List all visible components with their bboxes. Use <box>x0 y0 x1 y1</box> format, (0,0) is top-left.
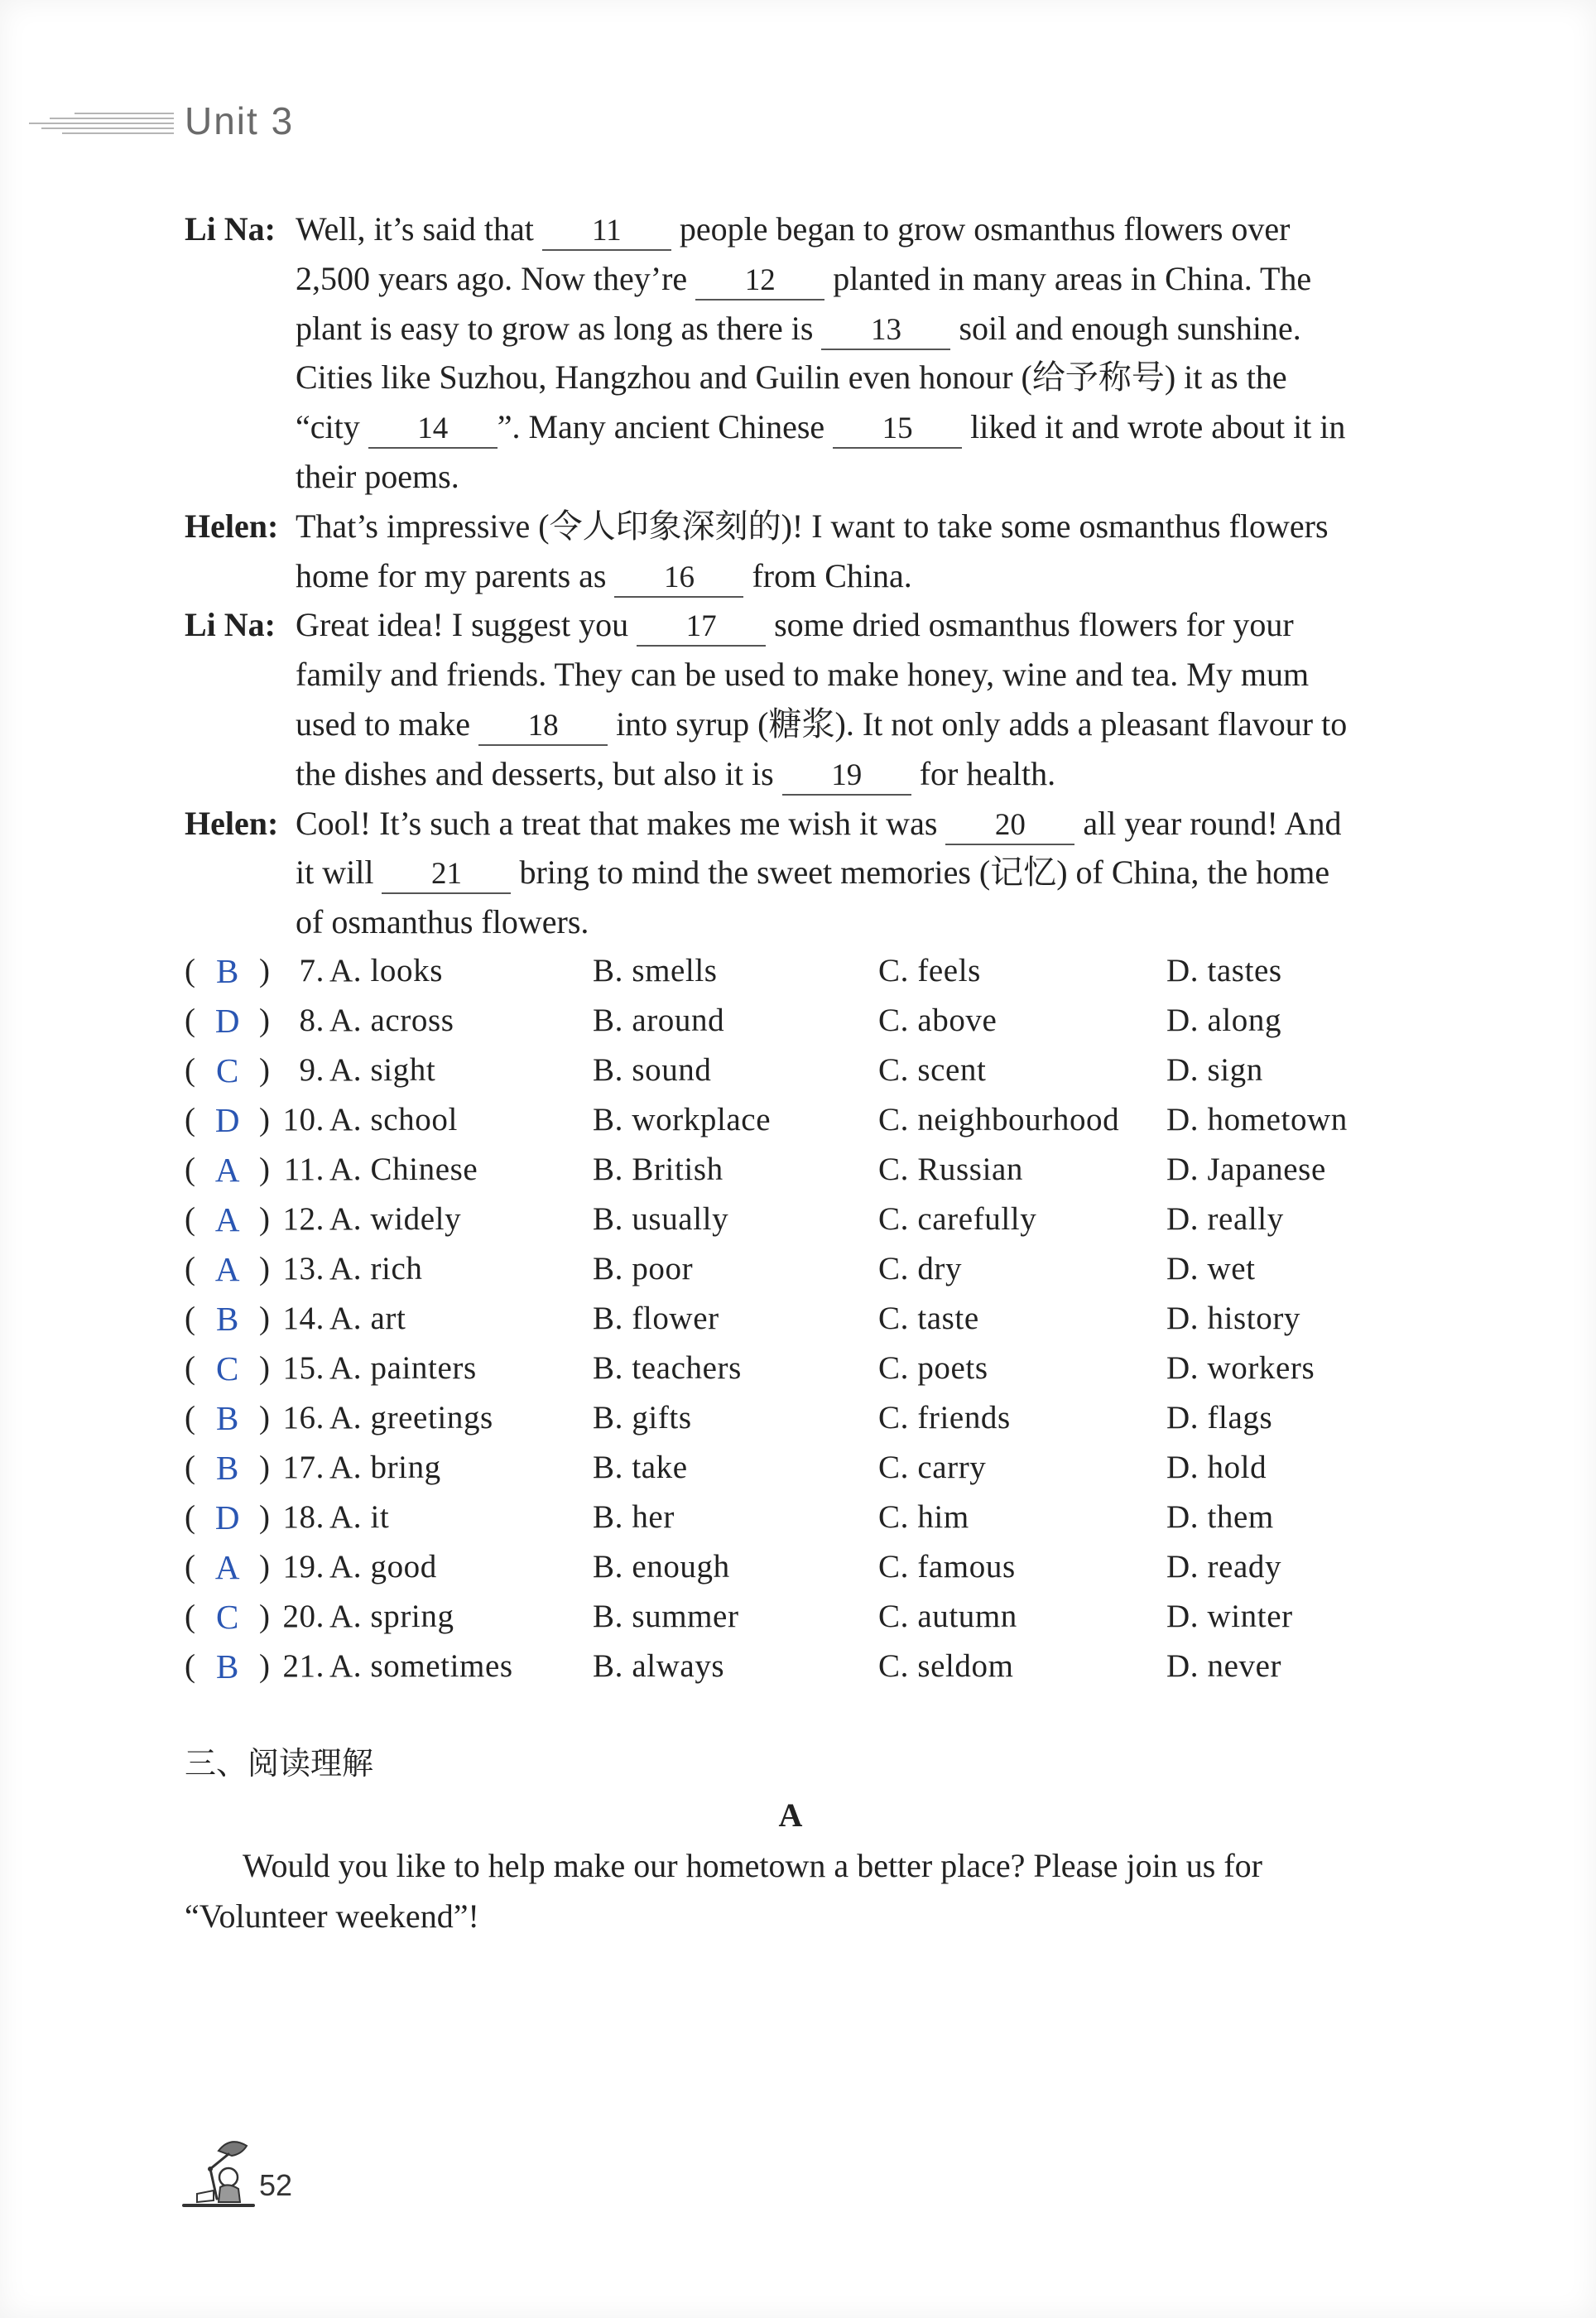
question-number: 13. <box>282 1251 324 1286</box>
dialogue-line <box>0 254 1596 304</box>
answer-letter: C <box>216 1051 239 1089</box>
question-number: 9. <box>299 1052 324 1088</box>
question-number: 16. <box>282 1400 324 1436</box>
dialogue-text-segment: it will <box>296 854 382 892</box>
option-d: D. along <box>1166 1003 1282 1038</box>
option-c: C. feels <box>878 953 981 988</box>
question-row <box>0 1592 1596 1642</box>
blank-18: 18 <box>478 708 608 746</box>
dialogue-text <box>296 204 1290 254</box>
answer-letter: D <box>214 1498 241 1537</box>
answer-bracket-close: ) <box>259 1152 271 1187</box>
option-d: D. really <box>1166 1201 1284 1237</box>
blank-15: 15 <box>833 411 962 449</box>
option-b: B. poor <box>593 1251 694 1286</box>
answer-letter: A <box>214 1548 241 1586</box>
header-decoration-lines <box>25 111 174 139</box>
dialogue-text <box>296 452 459 502</box>
dialogue-text-segment: family and friends. They can be used to make honey, wine and tea. My mum <box>296 656 1310 694</box>
question-row <box>0 1443 1596 1493</box>
unit-title: Unit 3 <box>185 99 295 142</box>
dialogue-line <box>0 402 1596 452</box>
dialogue-text-segment: That’s impressive (令人印象深刻的)! I want to take some osmanthus flowers <box>296 507 1329 545</box>
answer-bracket-open: ( <box>185 1599 196 1634</box>
option-d: D. history <box>1166 1301 1300 1336</box>
answer-bracket-close: ) <box>259 1102 271 1137</box>
question-row <box>0 996 1596 1046</box>
option-a: A. good <box>329 1549 437 1585</box>
dialogue-text-segment: liked it and wrote about it in <box>962 408 1346 446</box>
answer-bracket-close: ) <box>259 1201 271 1237</box>
section-title: 三、阅读理解 <box>185 1747 374 1782</box>
dialogue-text-segment: Cool! It’s such a treat that makes me wish it was <box>296 804 946 842</box>
answer-bracket-close: ) <box>259 1648 271 1684</box>
lamp-reader-icon <box>180 2133 257 2212</box>
option-a: A. sometimes <box>329 1648 513 1684</box>
dialogue-text <box>296 551 912 601</box>
dialogue-text-segment: home for my parents as <box>296 556 615 594</box>
speaker-label: Li Na: <box>185 210 276 248</box>
answer-bracket-open: ( <box>185 1251 196 1286</box>
answer-letter: A <box>214 1151 241 1189</box>
question-row <box>0 1642 1596 1691</box>
option-c: C. autumn <box>878 1599 1017 1634</box>
blank-17: 17 <box>637 608 766 647</box>
dialogue-line <box>0 204 1596 254</box>
dialogue-text-segment: of osmanthus flowers. <box>296 903 589 941</box>
question-number: 7. <box>299 953 324 988</box>
dialogue-text-segment: from China. <box>743 556 912 594</box>
question-number: 17. <box>282 1450 324 1485</box>
dialogue-line <box>0 353 1596 402</box>
answer-letter: D <box>214 1002 241 1040</box>
dialogue-text <box>296 600 1294 650</box>
speaker-label: Helen: <box>185 804 279 842</box>
answer-bracket-close: ) <box>259 1251 271 1286</box>
option-d: D. wet <box>1166 1251 1256 1286</box>
question-row <box>0 1493 1596 1542</box>
answer-bracket-open: ( <box>185 1400 196 1436</box>
answer-bracket-open: ( <box>185 1350 196 1386</box>
answer-bracket-open: ( <box>185 1301 196 1336</box>
dialogue-line <box>0 799 1596 849</box>
passage-intro-line: Would you like to help make our hometown a better place? Please join us for <box>243 1847 1262 1884</box>
dialogue-text-segment: planted in many areas in China. The <box>824 259 1312 297</box>
option-b: B. smells <box>593 953 718 988</box>
blank-13: 13 <box>821 312 950 350</box>
answer-bracket-open: ( <box>185 1052 196 1088</box>
answer-bracket-close: ) <box>259 1350 271 1386</box>
blank-21: 21 <box>382 856 511 894</box>
option-c: C. him <box>878 1499 969 1535</box>
option-c: C. scent <box>878 1052 987 1088</box>
answer-bracket-close: ) <box>259 1301 271 1336</box>
option-b: B. around <box>593 1003 725 1038</box>
option-a: A. across <box>329 1003 454 1038</box>
dialogue-text <box>296 502 1329 551</box>
question-row <box>0 946 1596 996</box>
option-a: A. spring <box>329 1599 454 1634</box>
option-b: B. sound <box>593 1052 712 1088</box>
question-row <box>0 1145 1596 1195</box>
question-row <box>0 1095 1596 1145</box>
passage-intro-line: “Volunteer weekend”! <box>185 1897 479 1935</box>
question-number: 21. <box>282 1648 324 1684</box>
answer-bracket-close: ) <box>259 1052 271 1088</box>
answer-bracket-open: ( <box>185 1152 196 1187</box>
option-c: C. above <box>878 1003 997 1038</box>
blank-14: 14 <box>368 411 498 449</box>
question-number: 12. <box>282 1201 324 1237</box>
dialogue-text <box>296 700 1347 749</box>
option-d: D. workers <box>1166 1350 1315 1386</box>
option-a: A. looks <box>329 953 443 988</box>
dialogue-text-segment: soil and enough sunshine. <box>950 309 1301 347</box>
question-number: 14. <box>282 1301 324 1336</box>
option-a: A. sight <box>329 1052 436 1088</box>
option-a: A. Chinese <box>329 1152 478 1187</box>
option-a: A. painters <box>329 1350 477 1386</box>
option-a: A. greetings <box>329 1400 493 1436</box>
answer-letter: B <box>216 952 239 990</box>
option-d: D. sign <box>1166 1052 1263 1088</box>
option-b: B. British <box>593 1152 723 1187</box>
answer-letter: B <box>216 1647 239 1686</box>
option-d: D. hometown <box>1166 1102 1348 1137</box>
dialogue-text-segment: some dried osmanthus flowers for your <box>766 606 1294 644</box>
option-c: C. dry <box>878 1251 963 1286</box>
blank-16: 16 <box>614 560 743 598</box>
dialogue-line <box>0 600 1596 650</box>
dialogue-text <box>296 254 1311 304</box>
answer-bracket-close: ) <box>259 1499 271 1535</box>
dialogue-text-segment: bring to mind the sweet memories (记忆) of China, the home <box>511 854 1330 892</box>
question-row <box>0 1393 1596 1443</box>
option-b: B. summer <box>593 1599 739 1634</box>
option-a: A. school <box>329 1102 458 1137</box>
option-d: D. them <box>1166 1499 1274 1535</box>
option-d: D. ready <box>1166 1549 1282 1585</box>
dialogue-text-segment: 2,500 years ago. Now they’re <box>296 259 696 297</box>
answer-letter: C <box>216 1598 239 1636</box>
option-c: C. carefully <box>878 1201 1037 1237</box>
dialogue-line <box>0 551 1596 601</box>
dialogue-text <box>296 749 1055 799</box>
question-number: 18. <box>282 1499 324 1535</box>
answer-bracket-close: ) <box>259 1549 271 1585</box>
dialogue-text-segment: their poems. <box>296 458 459 495</box>
answer-bracket-open: ( <box>185 1201 196 1237</box>
dialogue-text-segment: Well, it’s said that <box>296 210 542 248</box>
dialogue-line <box>0 749 1596 799</box>
question-row <box>0 1195 1596 1244</box>
answer-bracket-close: ) <box>259 1450 271 1485</box>
answer-bracket-open: ( <box>185 1648 196 1684</box>
option-c: C. poets <box>878 1350 988 1386</box>
speaker-label: Li Na: <box>185 606 276 644</box>
option-c: C. famous <box>878 1549 1016 1585</box>
answer-bracket-open: ( <box>185 1499 196 1535</box>
question-number: 15. <box>282 1350 324 1386</box>
question-row <box>0 1294 1596 1344</box>
option-c: C. seldom <box>878 1648 1014 1684</box>
option-c: C. carry <box>878 1450 987 1485</box>
option-c: C. neighbourhood <box>878 1102 1120 1137</box>
answer-bracket-close: ) <box>259 1599 271 1634</box>
answer-bracket-close: ) <box>259 1003 271 1038</box>
answer-bracket-open: ( <box>185 1549 196 1585</box>
dialogue-text <box>296 897 589 947</box>
answer-letter: A <box>214 1200 241 1238</box>
option-b: B. gifts <box>593 1400 692 1436</box>
dialogue-text <box>296 848 1329 897</box>
blank-11: 11 <box>542 213 671 251</box>
option-b: B. enough <box>593 1549 730 1585</box>
option-d: D. Japanese <box>1166 1152 1326 1187</box>
option-b: B. always <box>593 1648 725 1684</box>
answer-letter: B <box>216 1300 239 1338</box>
option-a: A. it <box>329 1499 390 1535</box>
dialogue-text-segment: people began to grow osmanthus flowers over <box>671 210 1291 248</box>
dialogue-line <box>0 848 1596 897</box>
option-a: A. art <box>329 1301 406 1336</box>
option-b: B. her <box>593 1499 675 1535</box>
answer-letter: B <box>216 1399 239 1437</box>
dialogue-text-segment: the dishes and desserts, but also it is <box>296 754 782 792</box>
dialogue-text-segment: “city <box>296 408 368 446</box>
question-number: 11. <box>283 1152 324 1187</box>
option-c: C. taste <box>878 1301 979 1336</box>
option-d: D. winter <box>1166 1599 1293 1634</box>
answer-bracket-close: ) <box>259 1400 271 1436</box>
dialogue-text <box>296 650 1309 700</box>
option-d: D. hold <box>1166 1450 1267 1485</box>
dialogue-text <box>296 402 1345 452</box>
option-c: C. Russian <box>878 1152 1024 1187</box>
question-number: 19. <box>282 1549 324 1585</box>
speaker-label: Helen: <box>185 507 279 545</box>
blank-19: 19 <box>782 757 911 796</box>
option-d: D. flags <box>1166 1400 1273 1436</box>
option-a: A. widely <box>329 1201 462 1237</box>
dialogue-text-segment: into syrup (糖浆). It not only adds a pleasant flavour to <box>608 705 1348 743</box>
answer-letter: D <box>214 1101 241 1139</box>
answer-bracket-close: ) <box>259 953 271 988</box>
question-row <box>0 1046 1596 1095</box>
dialogue-text-segment: Cities like Suzhou, Hangzhou and Guilin even honour (给予称号) it as the <box>296 358 1287 397</box>
question-row <box>0 1542 1596 1592</box>
dialogue-text-segment: all year round! And <box>1074 804 1342 842</box>
answer-bracket-open: ( <box>185 953 196 988</box>
question-row <box>0 1344 1596 1393</box>
option-b: B. teachers <box>593 1350 742 1386</box>
page-number: 52 <box>259 2168 293 2202</box>
dialogue-line <box>0 897 1596 947</box>
option-b: B. flower <box>593 1301 719 1336</box>
dialogue-line <box>0 700 1596 749</box>
dialogue-text-segment: used to make <box>296 705 479 743</box>
dialogue-line <box>0 502 1596 551</box>
dialogue-line <box>0 304 1596 353</box>
option-d: D. tastes <box>1166 953 1282 988</box>
answer-bracket-open: ( <box>185 1102 196 1137</box>
answer-letter: C <box>216 1349 239 1387</box>
option-b: B. take <box>593 1450 688 1485</box>
dialogue-text <box>296 799 1342 849</box>
blank-12: 12 <box>695 262 824 301</box>
answer-letter: B <box>216 1449 239 1487</box>
option-a: A. rich <box>329 1251 423 1286</box>
dialogue-line <box>0 650 1596 700</box>
option-c: C. friends <box>878 1400 1011 1436</box>
dialogue-text <box>296 353 1287 402</box>
question-number: 10. <box>282 1102 324 1137</box>
option-d: D. never <box>1166 1648 1282 1684</box>
question-row <box>0 1244 1596 1294</box>
question-number: 20. <box>282 1599 324 1634</box>
dialogue-text-segment: for health. <box>911 754 1056 792</box>
passage-label: A <box>778 1796 803 1834</box>
question-number: 8. <box>299 1003 324 1038</box>
option-b: B. workplace <box>593 1102 772 1137</box>
blank-20: 20 <box>945 807 1074 845</box>
dialogue-text-segment: Great idea! I suggest you <box>296 606 637 644</box>
option-a: A. bring <box>329 1450 441 1485</box>
dialogue-text <box>296 304 1301 353</box>
dialogue-text-segment: ”. Many ancient Chinese <box>497 408 834 446</box>
dialogue-line <box>0 452 1596 502</box>
answer-bracket-open: ( <box>185 1450 196 1485</box>
dialogue-text-segment: plant is easy to grow as long as there is <box>296 309 822 347</box>
answer-bracket-open: ( <box>185 1003 196 1038</box>
answer-letter: A <box>214 1250 241 1288</box>
option-b: B. usually <box>593 1201 729 1237</box>
